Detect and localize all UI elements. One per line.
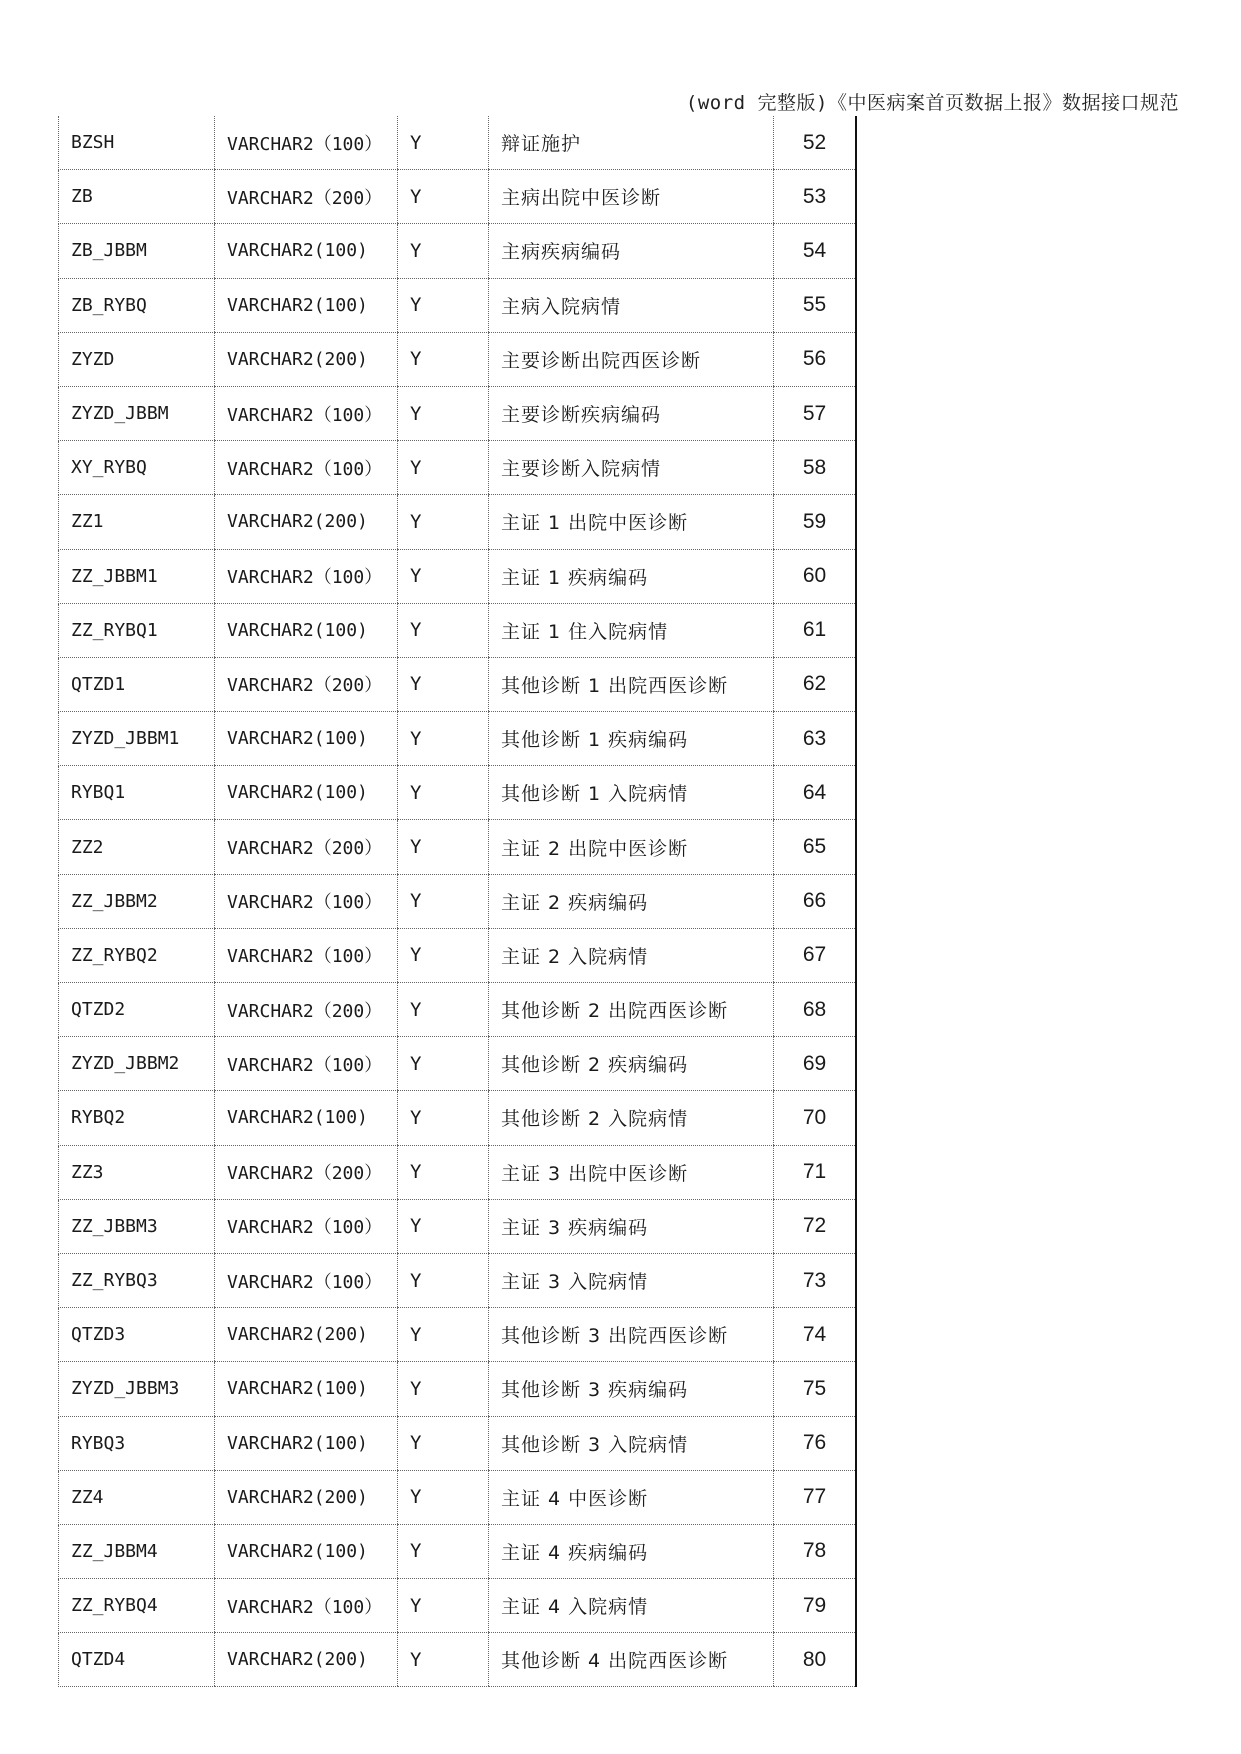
data-type-cell: VARCHAR2（200） [215, 983, 398, 1037]
table-row [59, 1470, 857, 1524]
row-number-cell: 61 [774, 603, 857, 657]
field-name-cell: QTZD2 [59, 983, 215, 1037]
table-row [59, 1199, 857, 1253]
table-row [59, 603, 857, 657]
nullable-cell: Y [398, 657, 489, 711]
nullable-cell: Y [398, 1362, 489, 1416]
table-row [59, 1253, 857, 1307]
data-type-cell: VARCHAR2（100） [215, 928, 398, 982]
nullable-cell: Y [398, 820, 489, 874]
table-row [59, 170, 857, 224]
nullable-cell: Y [398, 170, 489, 224]
nullable-cell: Y [398, 332, 489, 386]
table-row [59, 1633, 857, 1687]
field-name-cell: ZZ_JBBM3 [59, 1199, 215, 1253]
table-row [59, 441, 857, 495]
description-cell: 主证 4 入院病情 [489, 1579, 774, 1633]
description-cell: 主病疾病编码 [489, 224, 774, 278]
field-name-cell: ZZ_JBBM2 [59, 874, 215, 928]
row-number-cell: 72 [774, 1199, 857, 1253]
field-name-cell: ZB [59, 170, 215, 224]
nullable-cell: Y [398, 874, 489, 928]
data-type-cell: VARCHAR2(100) [215, 1362, 398, 1416]
row-number-cell: 70 [774, 1091, 857, 1145]
table-row [59, 766, 857, 820]
nullable-cell: Y [398, 1199, 489, 1253]
nullable-cell: Y [398, 1633, 489, 1687]
row-number-cell: 63 [774, 712, 857, 766]
data-type-cell: VARCHAR2（100） [215, 1253, 398, 1307]
description-cell: 其他诊断 4 出院西医诊断 [489, 1633, 774, 1687]
row-number-cell: 55 [774, 278, 857, 332]
nullable-cell: Y [398, 441, 489, 495]
nullable-cell: Y [398, 549, 489, 603]
row-number-cell: 57 [774, 386, 857, 440]
field-name-cell: RYBQ3 [59, 1416, 215, 1470]
row-number-cell: 56 [774, 332, 857, 386]
table-row [59, 1524, 857, 1578]
description-cell: 主证 3 入院病情 [489, 1253, 774, 1307]
row-number-cell: 53 [774, 170, 857, 224]
data-type-cell: VARCHAR2(100) [215, 1416, 398, 1470]
table-row [59, 983, 857, 1037]
nullable-cell: Y [398, 116, 489, 170]
nullable-cell: Y [398, 928, 489, 982]
data-type-cell: VARCHAR2(200) [215, 495, 398, 549]
data-type-cell: VARCHAR2（100） [215, 386, 398, 440]
table-row [59, 820, 857, 874]
table-row [59, 657, 857, 711]
data-type-cell: VARCHAR2(200) [215, 1308, 398, 1362]
nullable-cell: Y [398, 224, 489, 278]
nullable-cell: Y [398, 1253, 489, 1307]
row-number-cell: 60 [774, 549, 857, 603]
field-name-cell: ZZ_JBBM4 [59, 1524, 215, 1578]
row-number-cell: 62 [774, 657, 857, 711]
nullable-cell: Y [398, 1037, 489, 1091]
description-cell: 主证 1 出院中医诊断 [489, 495, 774, 549]
data-type-cell: VARCHAR2（200） [215, 820, 398, 874]
description-cell: 主证 3 出院中医诊断 [489, 1145, 774, 1199]
nullable-cell: Y [398, 1308, 489, 1362]
data-type-cell: VARCHAR2（100） [215, 1579, 398, 1633]
field-name-cell: ZZ3 [59, 1145, 215, 1199]
data-type-cell: VARCHAR2(200) [215, 1470, 398, 1524]
nullable-cell: Y [398, 278, 489, 332]
table-row [59, 278, 857, 332]
row-number-cell: 68 [774, 983, 857, 1037]
table-row [59, 116, 857, 170]
row-number-cell: 54 [774, 224, 857, 278]
field-name-cell: ZYZD_JBBM3 [59, 1362, 215, 1416]
row-number-cell: 73 [774, 1253, 857, 1307]
table-row [59, 224, 857, 278]
nullable-cell: Y [398, 1579, 489, 1633]
description-cell: 其他诊断 1 入院病情 [489, 766, 774, 820]
data-type-cell: VARCHAR2(100) [215, 766, 398, 820]
field-name-cell: QTZD1 [59, 657, 215, 711]
nullable-cell: Y [398, 1470, 489, 1524]
data-type-cell: VARCHAR2(200) [215, 332, 398, 386]
field-name-cell: ZB_JBBM [59, 224, 215, 278]
description-cell: 其他诊断 2 疾病编码 [489, 1037, 774, 1091]
description-cell: 主病出院中医诊断 [489, 170, 774, 224]
data-type-cell: VARCHAR2（100） [215, 874, 398, 928]
data-type-cell: VARCHAR2(100) [215, 603, 398, 657]
description-cell: 其他诊断 2 入院病情 [489, 1091, 774, 1145]
data-type-cell: VARCHAR2（200） [215, 1145, 398, 1199]
table-row [59, 386, 857, 440]
row-number-cell: 67 [774, 928, 857, 982]
row-number-cell: 79 [774, 1579, 857, 1633]
description-cell: 主要诊断出院西医诊断 [489, 332, 774, 386]
nullable-cell: Y [398, 712, 489, 766]
row-number-cell: 80 [774, 1633, 857, 1687]
data-type-cell: VARCHAR2(100) [215, 1524, 398, 1578]
field-name-cell: ZZ2 [59, 820, 215, 874]
table-row [59, 1037, 857, 1091]
row-number-cell: 66 [774, 874, 857, 928]
data-type-cell: VARCHAR2（200） [215, 170, 398, 224]
field-name-cell: ZZ_RYBQ3 [59, 1253, 215, 1307]
description-cell: 主病入院病情 [489, 278, 774, 332]
nullable-cell: Y [398, 766, 489, 820]
table-row [59, 1416, 857, 1470]
field-name-cell: RYBQ2 [59, 1091, 215, 1145]
row-number-cell: 64 [774, 766, 857, 820]
table-row [59, 1145, 857, 1199]
nullable-cell: Y [398, 386, 489, 440]
row-number-cell: 69 [774, 1037, 857, 1091]
field-name-cell: RYBQ1 [59, 766, 215, 820]
data-type-cell: VARCHAR2(100) [215, 712, 398, 766]
data-type-cell: VARCHAR2(100) [215, 224, 398, 278]
table-row [59, 495, 857, 549]
table-row [59, 549, 857, 603]
table-row [59, 1308, 857, 1362]
description-cell: 主要诊断疾病编码 [489, 386, 774, 440]
description-cell: 主证 3 疾病编码 [489, 1199, 774, 1253]
nullable-cell: Y [398, 1416, 489, 1470]
table-row [59, 874, 857, 928]
field-name-cell: ZZ1 [59, 495, 215, 549]
row-number-cell: 65 [774, 820, 857, 874]
table-row [59, 1579, 857, 1633]
row-number-cell: 52 [774, 116, 857, 170]
description-cell: 主证 4 中医诊断 [489, 1470, 774, 1524]
table-row [59, 928, 857, 982]
row-number-cell: 59 [774, 495, 857, 549]
field-name-cell: ZZ4 [59, 1470, 215, 1524]
data-type-cell: VARCHAR2(200) [215, 1633, 398, 1687]
field-name-cell: XY_RYBQ [59, 441, 215, 495]
row-number-cell: 58 [774, 441, 857, 495]
field-name-cell: ZYZD_JBBM [59, 386, 215, 440]
field-name-cell: QTZD4 [59, 1633, 215, 1687]
field-name-cell: ZZ_JBBM1 [59, 549, 215, 603]
table-row [59, 1091, 857, 1145]
description-cell: 主要诊断入院病情 [489, 441, 774, 495]
description-cell: 辩证施护 [489, 116, 774, 170]
description-cell: 主证 1 住入院病情 [489, 603, 774, 657]
page-header: (word 完整版)《中医病案首页数据上报》数据接口规范 [685, 92, 1179, 114]
field-name-cell: QTZD3 [59, 1308, 215, 1362]
description-cell: 其他诊断 3 出院西医诊断 [489, 1308, 774, 1362]
row-number-cell: 78 [774, 1524, 857, 1578]
data-type-cell: VARCHAR2（100） [215, 549, 398, 603]
data-type-cell: VARCHAR2（100） [215, 1037, 398, 1091]
field-name-cell: ZYZD_JBBM1 [59, 712, 215, 766]
data-type-cell: VARCHAR2（100） [215, 1199, 398, 1253]
nullable-cell: Y [398, 603, 489, 657]
row-number-cell: 75 [774, 1362, 857, 1416]
row-number-cell: 77 [774, 1470, 857, 1524]
description-cell: 其他诊断 3 入院病情 [489, 1416, 774, 1470]
table-body [59, 116, 857, 1687]
description-cell: 主证 2 入院病情 [489, 928, 774, 982]
field-name-cell: ZB_RYBQ [59, 278, 215, 332]
nullable-cell: Y [398, 1145, 489, 1199]
field-name-cell: ZYZD [59, 332, 215, 386]
field-name-cell: BZSH [59, 116, 215, 170]
field-name-cell: ZZ_RYBQ1 [59, 603, 215, 657]
nullable-cell: Y [398, 983, 489, 1037]
description-cell: 主证 2 疾病编码 [489, 874, 774, 928]
table-row [59, 332, 857, 386]
table-row [59, 712, 857, 766]
nullable-cell: Y [398, 1524, 489, 1578]
field-name-cell: ZZ_RYBQ2 [59, 928, 215, 982]
data-type-cell: VARCHAR2（100） [215, 441, 398, 495]
field-name-cell: ZYZD_JBBM2 [59, 1037, 215, 1091]
field-name-cell: ZZ_RYBQ4 [59, 1579, 215, 1633]
field-spec-table [58, 116, 857, 1687]
description-cell: 主证 1 疾病编码 [489, 549, 774, 603]
description-cell: 其他诊断 2 出院西医诊断 [489, 983, 774, 1037]
data-type-cell: VARCHAR2(100) [215, 278, 398, 332]
description-cell: 主证 2 出院中医诊断 [489, 820, 774, 874]
description-cell: 主证 4 疾病编码 [489, 1524, 774, 1578]
data-type-cell: VARCHAR2（200） [215, 657, 398, 711]
nullable-cell: Y [398, 1091, 489, 1145]
row-number-cell: 74 [774, 1308, 857, 1362]
table-row [59, 1362, 857, 1416]
data-type-cell: VARCHAR2（100） [215, 116, 398, 170]
data-type-cell: VARCHAR2(100) [215, 1091, 398, 1145]
description-cell: 其他诊断 1 疾病编码 [489, 712, 774, 766]
nullable-cell: Y [398, 495, 489, 549]
row-number-cell: 76 [774, 1416, 857, 1470]
description-cell: 其他诊断 3 疾病编码 [489, 1362, 774, 1416]
description-cell: 其他诊断 1 出院西医诊断 [489, 657, 774, 711]
row-number-cell: 71 [774, 1145, 857, 1199]
